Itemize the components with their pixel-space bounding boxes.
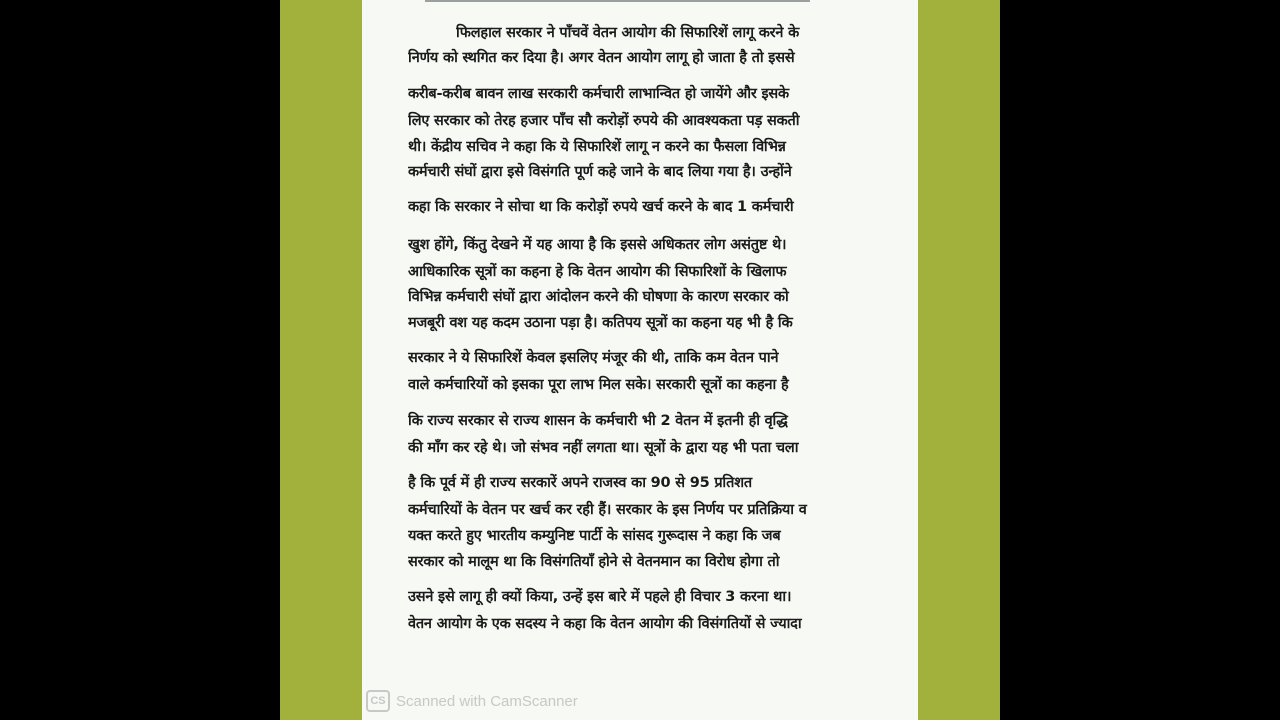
top-rule bbox=[425, 0, 810, 2]
text-line: कहा कि सरकार ने सोचा था कि करोड़ों रुपये खर्च करने के बाद 1 कर्मचारी bbox=[408, 199, 794, 215]
camscanner-logo-icon: CS bbox=[366, 690, 390, 712]
text-line: वेतन आयोग के एक सदस्य ने कहा कि वेतन आयोग की विसंगतियों से ज्यादा bbox=[408, 616, 802, 632]
camscanner-watermark bbox=[366, 689, 578, 713]
text-line: है कि पूर्व में ही राज्य सरकारें अपने राजस्व का 90 से 95 प्रतिशत bbox=[408, 475, 752, 491]
text-line: उसने इसे लागू ही क्यों किया, उन्हें इस बारे में पहले ही विचार 3 करना था। bbox=[408, 589, 792, 605]
left-green-border bbox=[280, 0, 362, 720]
text-line: निर्णय को स्थगित कर दिया है। अगर वेतन आयोग लागू हो जाता है तो इससे bbox=[408, 50, 795, 66]
text-line: मजबूरी वश यह कदम उठाना पड़ा है। कतिपय सूत्रों का कहना यह भी है कि bbox=[408, 315, 793, 331]
text-line: सरकार ने ये सिफारिशें केवल इसलिए मंजूर की थी, ताकि कम वेतन पाने bbox=[408, 350, 779, 366]
text-line: करीब-करीब बावन लाख सरकारी कर्मचारी लाभान्वित हो जायेंगे और इसके bbox=[408, 86, 789, 102]
text-line: यक्त करते हुए भारतीय कम्युनिष्ट पार्टी के सांसद गुरूदास ने कहा कि जब bbox=[408, 528, 781, 544]
text-line: फिलहाल सरकार ने पाँचवें वेतन आयोग की सिफारिशें लागू करने के bbox=[456, 25, 800, 41]
text-line: कर्मचारी संघों द्वारा इसे विसंगति पूर्ण कहे जाने के बाद लिया गया है। उन्होंने bbox=[408, 164, 792, 180]
text-line: लिए सरकार को तेरह हजार पाँच सौ करोड़ों रुपये की आवश्यकता पड़ सकती bbox=[408, 113, 800, 129]
text-line: थी। केंद्रीय सचिव ने कहा कि ये सिफारिशें लागू न करने का फैसला विभिन्न bbox=[408, 139, 786, 155]
watermark-text: Scanned with CamScanner bbox=[396, 692, 578, 710]
right-green-border bbox=[918, 0, 1000, 720]
text-line: आधिकारिक सूत्रों का कहना हे कि वेतन आयोग की सिफारिशों के खिलाफ bbox=[408, 264, 787, 280]
text-line: कि राज्य सरकार से राज्य शासन के कर्मचारी भी 2 वेतन में इतनी ही वृद्धि bbox=[408, 413, 788, 429]
text-line: की माँग कर रहे थे। जो संभव नहीं लगता था। सूत्रों के द्वारा यह भी पता चला bbox=[408, 440, 799, 456]
text-line: कर्मचारियों के वेतन पर खर्च कर रही हैं। सरकार के इस निर्णय पर प्रतिक्रिया व bbox=[408, 502, 807, 518]
text-line: खुश होंगे, किंतु देखने में यह आया है कि इससे अधिकतर लोग असंतुष्ट थे। bbox=[408, 237, 787, 253]
text-line: वाले कर्मचारियों को इसका पूरा लाभ मिल सके। सरकारी सूत्रों का कहना है bbox=[408, 377, 789, 393]
text-line: सरकार को मालूम था कि विसंगतियाँ होने से वेतनमान का विरोध होगा तो bbox=[408, 554, 780, 570]
text-line: विभिन्न कर्मचारी संघों द्वारा आंदोलन करने की घोषणा के कारण सरकार को bbox=[408, 289, 789, 305]
